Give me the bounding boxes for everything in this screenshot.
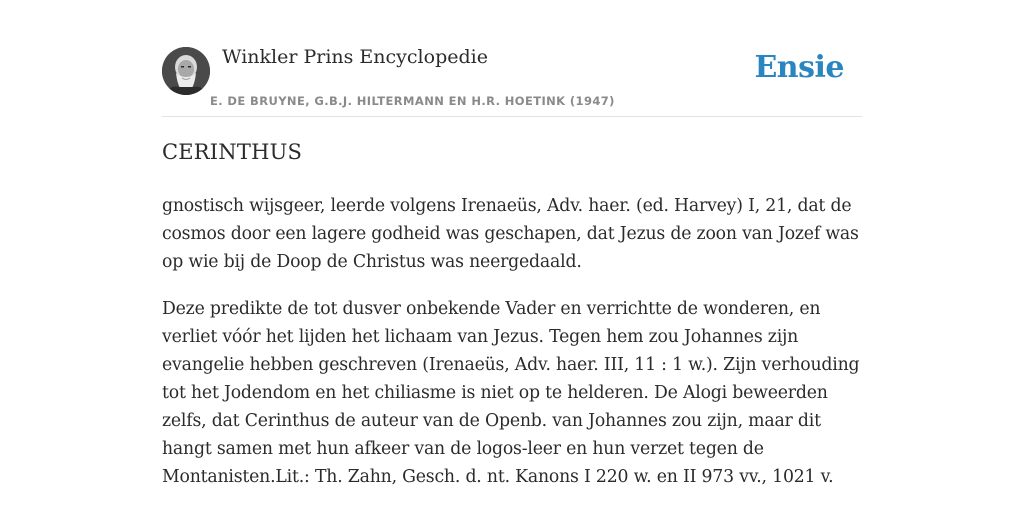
avatar[interactable] xyxy=(162,47,210,95)
page-container xyxy=(162,0,862,487)
article-paragraph: Deze predikte de tot dusver onbekende Vader en verrichtte de wonderen, en verliet vóór het lijden het lichaam van Jezus. Tegen hem zou Johannes zijn evangelie hebben geschreven (Irenaeüs, Adv. haer. III, 11 : 1 w.). Zijn verhouding tot het Jodendom en het chiliasme is niet op te helderen. De Alogi beweerden zelfs, dat Cerinthus de auteur van de Openb. van Johannes zou zijn, maar dit hangt samen met hun afkeer van de logos-leer en hun verzet tegen de Montanisten.Lit.: Th. Zahn, Gesch. d. nt. Kanons I 220 w. en II 973 vv., 1021 v. xyxy=(162,299,860,487)
article-paragraph: gnostisch wijsgeer, leerde volgens Irenaeüs, Adv. haer. (ed. Harvey) I, 21, dat de cosmos door een lagere godheid was geschapen, dat Jezus de zoon van Jozef was op wie bij de Doop de Christus was neergedaald. xyxy=(162,196,859,272)
brand-logo[interactable]: Ensie xyxy=(754,50,844,85)
authors-line: E. DE BRUYNE, G.B.J. HILTERMANN EN H.R. HOETINK (1947) xyxy=(210,94,615,108)
site-title[interactable]: Winkler Prins Encyclopedie xyxy=(222,46,488,68)
bearded-man-portrait-icon xyxy=(162,47,210,95)
page-title: CERINTHUS xyxy=(162,140,303,164)
page-header xyxy=(162,0,862,117)
